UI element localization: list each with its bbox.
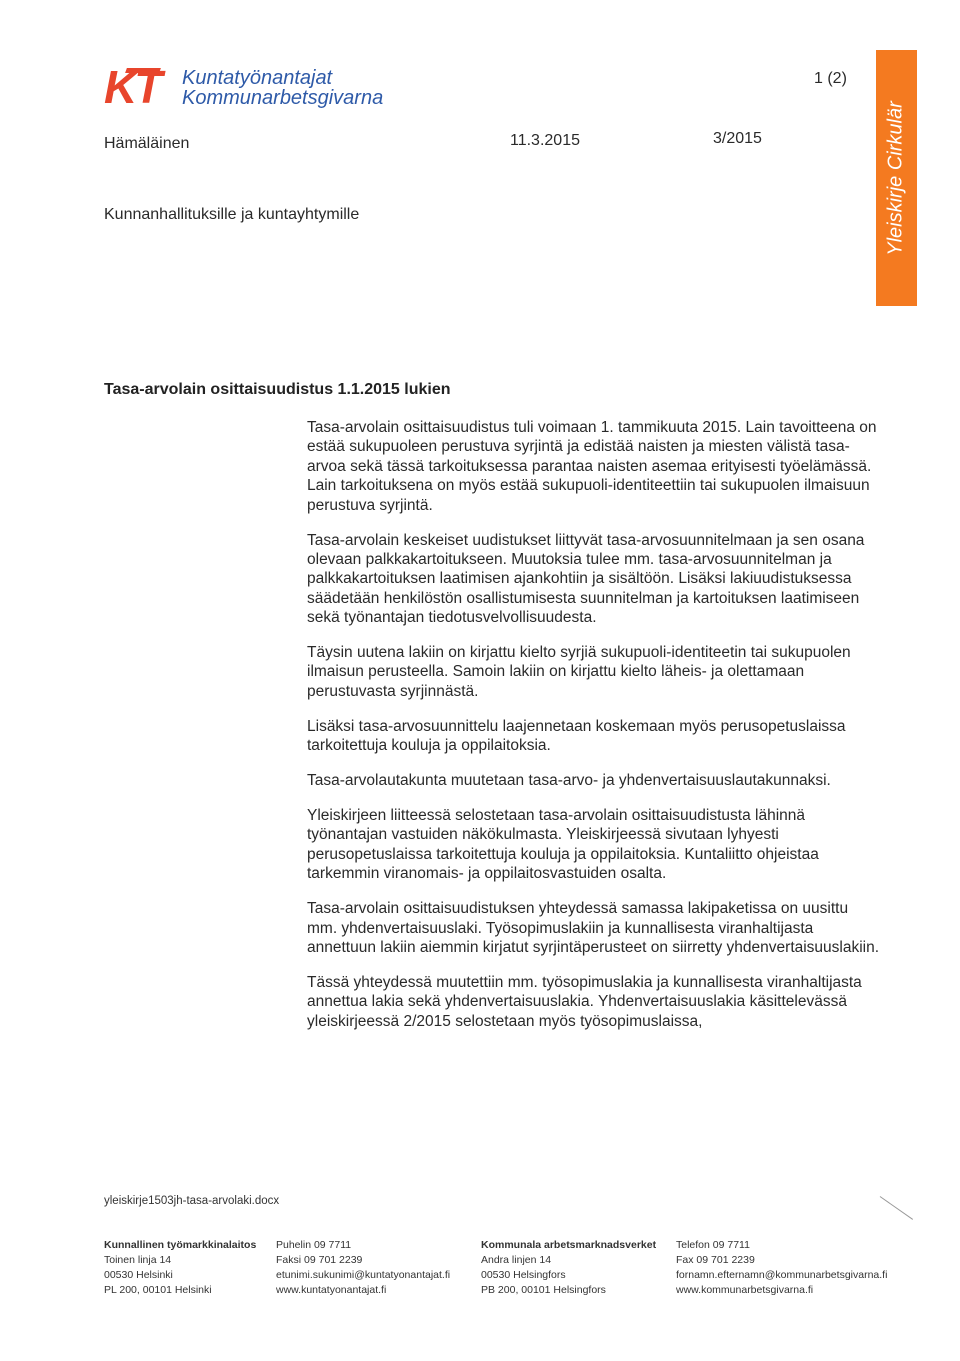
footer-address-finnish — [104, 1238, 256, 1298]
organization-logo — [104, 61, 424, 120]
paragraph: Tässä yhteydessä muutettiin mm. työsopimuslakia ja kunnallisesta viranhaltijasta annettua lakia sekä yhdenvertaisuuslakia. Yhdenvertaisuuslakia käsittelevässä yleiskirjeessä 2/2015 selostetaan myös työsopimuslaissa, — [307, 973, 862, 1030]
document-body — [307, 418, 882, 1047]
footer-po-box: PB 200, 00101 Helsingfors — [481, 1284, 606, 1296]
pen-mark — [880, 1196, 913, 1220]
logo-name-swedish: Kommunarbetsgivarna — [182, 87, 384, 109]
circular-side-tab — [876, 50, 917, 306]
logo-name-finnish: Kuntatyönantajat — [182, 67, 333, 89]
footer-postal: 00530 Helsingfors — [481, 1269, 566, 1281]
footer-org-name: Kommunala arbetsmarknadsverket — [481, 1239, 657, 1251]
file-name: yleiskirje1503jh-tasa-arvolaki.docx — [104, 1195, 280, 1207]
paragraph: Tasa-arvolain osittaisuudistus tuli voimaan 1. tammikuuta 2015. Lain tavoitteena on estää sukupuoleen perustuva syrjintä ja edistää naisten ja miesten välistä tasa-arvoa sekä tässä tarkoituksessa parantaa naisten asemaa erityisesti työelämässä. Lain tarkoituksena on myös estää sukupuoli-identiteettiin tai sukupuolen ilmaisuun perustuva syrjintä. — [307, 419, 877, 514]
paragraph: Lisäksi tasa-arvosuunnittelu laajennetaan koskemaan myös perusopetuslaissa tarkoitettuja kouluja ja oppilaitoksia. — [307, 717, 846, 755]
paragraph: Yleiskirjeen liitteessä selostetaan tasa-arvolain osittaisuudistusta lähinnä työnantajan vastuiden näkökulmasta. Yleiskirjeessä sivutaan lyhyesti perusopetuslaissa tarkoitettuja kouluja ja oppilaitoksia. Kuntaliitto ohjeistaa tarkemmin viranomais- ja oppilaitosvastuiden osalta. — [307, 807, 819, 883]
paragraph: Täysin uutena lakiin on kirjattu kielto syrjiä sukupuoli-identiteetin tai sukupuolen ilmaisun perusteella. Samoin lakiin on kirjattu kielto läheis- ja olettamaan perustuvasta syrjinnästä. — [307, 644, 851, 700]
footer-street: Toinen linja 14 — [104, 1254, 172, 1266]
side-tab-label: Yleiskirje Cirkulär — [885, 100, 908, 256]
footer-org-name: Kunnallinen työmarkkinalaitos — [104, 1239, 257, 1251]
footer-address-swedish — [481, 1238, 656, 1298]
paragraph: Tasa-arvolain keskeiset uudistukset liittyvät tasa-arvosuunnitelmaan ja sen osana olevaan palkkakartoitukseen. Muutoksia tulee mm. tasa-arvosuunnitelman ja palkkakartoituksen laatimisen ajankohtiin ja sisältöön. Lisäksi lakiuudistuksessa säädetään henkilöstön osallistumisesta suunnitelman ja kartoituksen laatimiseen sekä työnantajan tiedotusvelvollisuudesta. — [307, 531, 865, 627]
author: Hämäläinen — [104, 135, 190, 152]
document-date: 11.3.2015 — [510, 132, 580, 149]
footer-po-box: PL 200, 00101 Helsinki — [104, 1284, 212, 1296]
footer-street: Andra linjen 14 — [481, 1254, 552, 1266]
footer-email: fornamn.efternamn@kommunarbetsgivarna.fi — [676, 1269, 888, 1281]
footer-fax: Faksi 09 701 2239 — [276, 1254, 363, 1266]
page-number: 1 (2) — [814, 70, 847, 87]
footer-contact-finnish — [276, 1238, 450, 1298]
circular-number: 3/2015 — [713, 130, 762, 147]
recipients: Kunnanhallituksille ja kuntayhtymille — [104, 206, 360, 223]
footer-phone: Puhelin 09 7711 — [276, 1239, 352, 1251]
paragraph: Tasa-arvolautakunta muutetaan tasa-arvo- ja yhdenvertaisuuslautakunnaksi. — [307, 772, 831, 790]
footer-email: etunimi.sukunimi@kuntatyonantajat.fi — [276, 1269, 451, 1281]
footer-contact-swedish — [676, 1238, 887, 1298]
document-title: Tasa-arvolain osittaisuudistus 1.1.2015 lukien — [104, 381, 451, 398]
footer-fax: Fax 09 701 2239 — [676, 1254, 755, 1266]
footer-website: www.kommunarbetsgivarna.fi — [676, 1284, 814, 1296]
logo-mark: KT — [104, 61, 160, 113]
footer-website: www.kuntatyonantajat.fi — [276, 1284, 387, 1296]
footer-postal: 00530 Helsinki — [104, 1269, 173, 1281]
footer-phone: Telefon 09 7711 — [676, 1239, 750, 1251]
paragraph: Tasa-arvolain osittaisuudistuksen yhteydessä samassa lakipaketissa on uusittu mm. yhdenvertaisuuslaki. Työsopimuslakiin ja kunnallisesta viranhaltijasta annettuun lakiin aiemmin kirjatut syrjintäperusteet on siirretty yhdenvertaisuuslakiin. — [307, 900, 880, 956]
